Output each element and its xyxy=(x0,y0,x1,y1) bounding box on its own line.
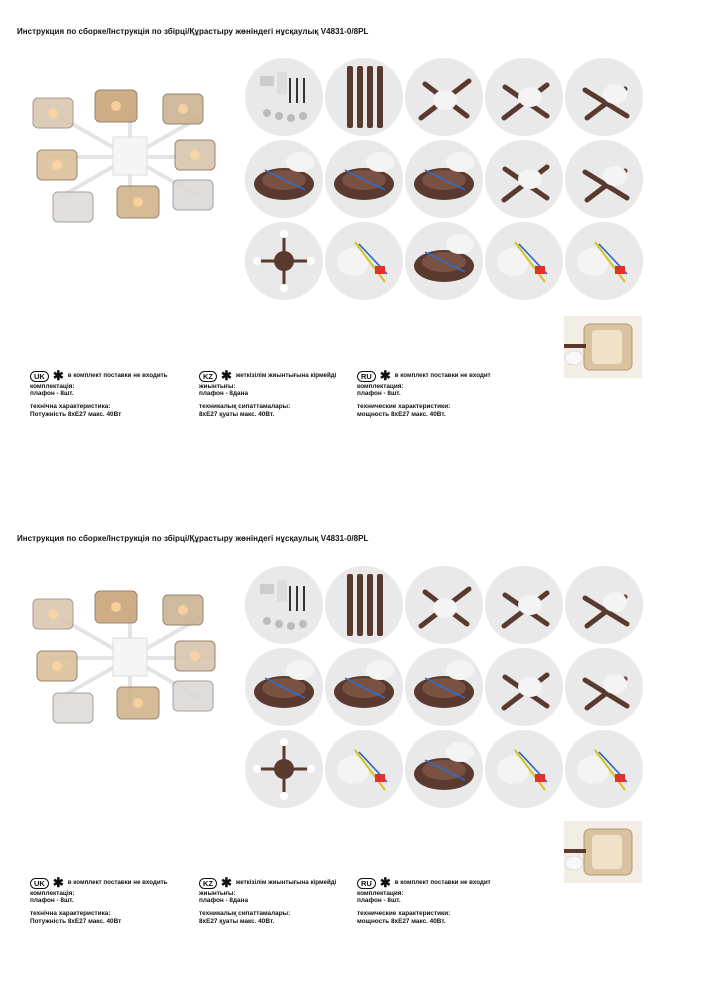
step-photo xyxy=(245,730,323,808)
frame-bottom-icon xyxy=(245,730,323,808)
spec-label: технічна характеристика: xyxy=(30,910,111,918)
not-included-note: жеткізілім жиынтығына кірмейді xyxy=(235,879,337,887)
frame-top-icon xyxy=(565,140,643,218)
step-photo xyxy=(325,730,403,808)
not-included-note: в комплект поставки не входит xyxy=(394,879,491,887)
asterisk-icon: ✱ xyxy=(221,875,232,890)
frame-bottom-icon xyxy=(245,222,323,300)
canopy-wiring-icon xyxy=(245,140,323,218)
step-photo xyxy=(405,730,483,808)
kit-label: жиынтығы: xyxy=(199,890,236,897)
language-block-ru xyxy=(357,877,507,925)
spec-value: мощность 8хЕ27 макс. 40Вт. xyxy=(357,410,446,418)
step-photo xyxy=(405,648,483,726)
step-photo xyxy=(565,730,643,808)
kit-value: плафон - 8шт. xyxy=(357,390,401,398)
mounting-rods-icon xyxy=(405,648,483,726)
step-photo xyxy=(565,58,643,136)
frame-assembly-icon xyxy=(565,58,643,136)
step-photo xyxy=(485,222,563,300)
rods-icon xyxy=(325,58,403,136)
step-photo xyxy=(565,566,643,644)
asterisk-icon: ✱ xyxy=(379,368,391,383)
spec-label: техникалық сипаттамалары: xyxy=(199,910,291,918)
step-photo xyxy=(485,140,563,218)
spec-label: технічна характеристика: xyxy=(30,403,111,411)
language-badge: UK xyxy=(30,371,49,382)
step-photo xyxy=(485,566,563,644)
step-photo xyxy=(325,222,403,300)
step-photo xyxy=(485,58,563,136)
kit-value: плафон - 8дана xyxy=(199,390,249,398)
kit-label: комплектація: xyxy=(30,383,75,390)
step-photo xyxy=(565,140,643,218)
not-included-note: жеткізілім жиынтығына кірмейді xyxy=(235,372,337,380)
step-photo xyxy=(405,222,483,300)
mounting-rods-icon xyxy=(405,140,483,218)
asterisk-icon: ✱ xyxy=(221,368,232,383)
spec-value: Потужність 8хЕ27 макс. 40Вт xyxy=(30,410,122,418)
rods-icon xyxy=(325,566,403,644)
cross-arms-icon xyxy=(485,648,563,726)
cross-arms-icon xyxy=(485,140,563,218)
language-block-kz xyxy=(199,370,349,418)
frame-assembly-icon xyxy=(565,566,643,644)
chandelier-product-image xyxy=(25,82,230,232)
kit-label: жиынтығы: xyxy=(199,383,236,390)
spec-value: мощность 8хЕ27 макс. 40Вт. xyxy=(357,917,446,925)
step-photo xyxy=(245,140,323,218)
wire-strip-icon xyxy=(485,730,563,808)
canopy-cover-icon xyxy=(325,648,403,726)
step-photo xyxy=(325,140,403,218)
canopy-cover-icon xyxy=(325,140,403,218)
step-photo xyxy=(565,222,643,300)
chandelier-illustration xyxy=(25,82,230,232)
screwing-arm-icon xyxy=(405,566,483,644)
chandelier-product-image xyxy=(25,583,230,733)
document-title: Инструкция по сборке/Інструкція по збірці/Құрастыру жөніндегі нұсқаулық V4831-0/8PL xyxy=(17,27,369,36)
shade-install-photo xyxy=(564,316,642,378)
asterisk-icon: ✱ xyxy=(379,875,391,890)
language-block-kz xyxy=(199,877,349,925)
step-photo xyxy=(405,566,483,644)
language-block-uk xyxy=(30,877,180,925)
not-included-note: в комплект поставки не входит xyxy=(394,372,491,380)
spec-label: технические характеристики: xyxy=(357,910,451,918)
wiring-arm-icon xyxy=(485,566,563,644)
kit-value: плафон - 8дана xyxy=(199,897,249,905)
step-photo xyxy=(325,58,403,136)
step-photo xyxy=(485,648,563,726)
step-photo xyxy=(565,648,643,726)
step-photo xyxy=(245,222,323,300)
document-title: Инструкция по сборке/Інструкція по збірці/Құрастыру жөніндегі нұсқаулық V4831-0/8PL xyxy=(17,534,369,543)
chandelier-illustration xyxy=(25,583,230,733)
step-photo xyxy=(405,58,483,136)
spec-label: техникалық сипаттамалары: xyxy=(199,403,291,411)
not-included-note: в комплект поставки не входить xyxy=(67,372,168,380)
wiring-arm-icon xyxy=(485,58,563,136)
step-photo xyxy=(485,730,563,808)
language-badge: KZ xyxy=(199,371,217,382)
canopy-wiring-icon xyxy=(245,648,323,726)
spec-value: 8хЕ27 қуаты макс. 40Вт. xyxy=(199,410,275,418)
parts-kit-icon xyxy=(245,58,323,136)
shade-install-icon xyxy=(564,821,642,883)
kit-value: плафон - 8шт. xyxy=(30,390,74,398)
kit-label: комплектация: xyxy=(357,383,404,390)
asterisk-icon: ✱ xyxy=(52,368,64,383)
screwing-arm-icon xyxy=(405,58,483,136)
spec-value: Потужність 8хЕ27 макс. 40Вт xyxy=(30,917,122,925)
parts-kit-icon xyxy=(245,566,323,644)
shade-install-icon xyxy=(564,316,642,378)
step-photo xyxy=(245,648,323,726)
step-photo xyxy=(245,58,323,136)
not-included-note: в комплект поставки не входить xyxy=(67,879,168,887)
spec-value: 8хЕ27 қуаты макс. 40Вт. xyxy=(199,917,275,925)
asterisk-icon: ✱ xyxy=(52,875,64,890)
language-block-uk xyxy=(30,370,180,418)
shade-install-photo xyxy=(564,821,642,883)
wire-connect-icon xyxy=(325,730,403,808)
language-badge: UK xyxy=(30,878,49,889)
kit-value: плафон - 8шт. xyxy=(30,897,74,905)
kit-value: плафон - 8шт. xyxy=(357,897,401,905)
language-badge: RU xyxy=(357,878,376,889)
wire-cut-icon xyxy=(565,730,643,808)
wire-connect-icon xyxy=(325,222,403,300)
step-photo xyxy=(405,140,483,218)
frame-top-icon xyxy=(565,648,643,726)
terminal-block-icon xyxy=(405,222,483,300)
wire-cut-icon xyxy=(565,222,643,300)
spec-label: технические характеристики: xyxy=(357,403,451,411)
step-photo xyxy=(325,566,403,644)
instruction-sheet-bottom xyxy=(0,514,707,1000)
kit-label: комплектация: xyxy=(357,890,404,897)
terminal-block-icon xyxy=(405,730,483,808)
step-photo xyxy=(325,648,403,726)
language-badge: RU xyxy=(357,371,376,382)
kit-label: комплектація: xyxy=(30,890,75,897)
language-block-ru xyxy=(357,370,507,418)
step-photo xyxy=(245,566,323,644)
wire-strip-icon xyxy=(485,222,563,300)
language-badge: KZ xyxy=(199,878,217,889)
